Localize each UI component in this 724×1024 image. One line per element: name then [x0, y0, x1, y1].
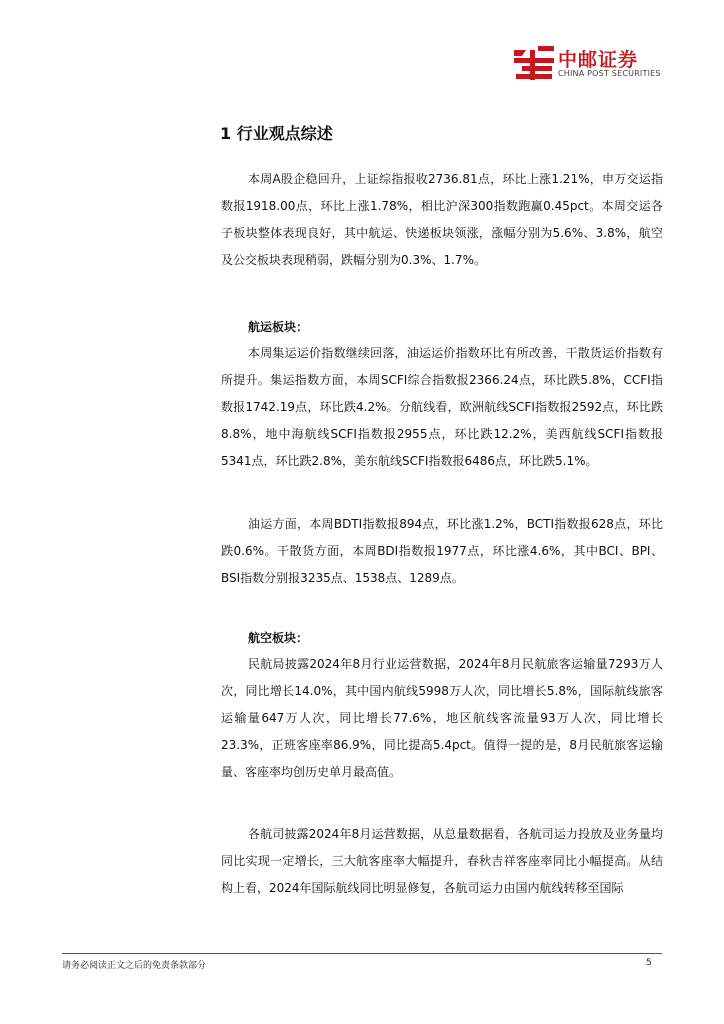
intro-paragraph: 本周A股企稳回升，上证综指报收2736.81点，环比上涨1.21%，申万交运指数报1918.00点，环比上涨1.78%，相比沪深300指数跑赢0.45pct。本周交运各子板块整体表现良好，其中航运、快递板块领涨，涨幅分别为5.6%、3.8%，航空及公交板块表现稍弱，跌幅分别为0.3%、1.7%。	[221, 172, 663, 267]
shipping-paragraph-1: 本周集运运价指数继续回落，油运运价指数环比有所改善，干散货运价指数有所提升。集运指数方面，本周SCFI综合指数报2366.24点，环比跌5.8%，CCFI指数报1742.19点，环比跌4.2%。分航线看，欧洲航线SCFI指数报2592点，环比跌8.8%，地中海航线SCFI指数报2955点，环比跌12.2%，美西航线SCFI指数报5341点，环比跌2.8%，美东航线SCFI指数报6486点，环比跌5.1%。	[221, 346, 663, 468]
company-logo	[512, 44, 672, 84]
china-post-logo-icon	[512, 44, 556, 84]
aviation-heading: 航空板块：	[248, 631, 309, 645]
shipping-heading: 航运板块：	[248, 320, 309, 334]
section-title: 1 行业观点综述	[220, 124, 333, 143]
shipping-paragraph-2: 油运方面，本周BDTI指数报894点，环比涨1.2%，BCTI指数报628点，环比跌0.6%。干散货方面，本周BDI指数报1977点，环比涨4.6%，其中BCI、BPI、BSI指数分别报3235点、1538点、1289点。	[221, 517, 663, 585]
aviation-paragraph-1: 民航局披露2024年8月行业运营数据，2024年8月民航旅客运输量7293万人次，同比增长14.0%，其中国内航线5998万人次，同比增长5.8%，国际航线旅客运输量647万人次，同比增长77.6%，地区航线客流量93万人次，同比增长23.3%，正班客座率86.9%，同比提高5.4pct。值得一提的是，8月民航旅客运输量、客座率均创历史单月最高值。	[221, 657, 663, 779]
brand-name-en: CHINA POST SECURITIES	[558, 69, 661, 78]
aviation-paragraph-2: 各航司披露2024年8月运营数据，从总量数据看，各航司运力投放及业务量均同比实现一定增长，三大航客座率大幅提升，春秋吉祥客座率同比小幅提高。从结构上看，2024年国际航线同比明显修复，各航司运力由国内航线转移至国际	[221, 827, 663, 895]
footer-disclaimer: 请务必阅读正文之后的免责条款部分	[62, 961, 207, 971]
footer-divider	[62, 953, 662, 954]
page-number: 5	[646, 958, 652, 968]
brand-name-cn: 中邮证券	[558, 49, 639, 71]
